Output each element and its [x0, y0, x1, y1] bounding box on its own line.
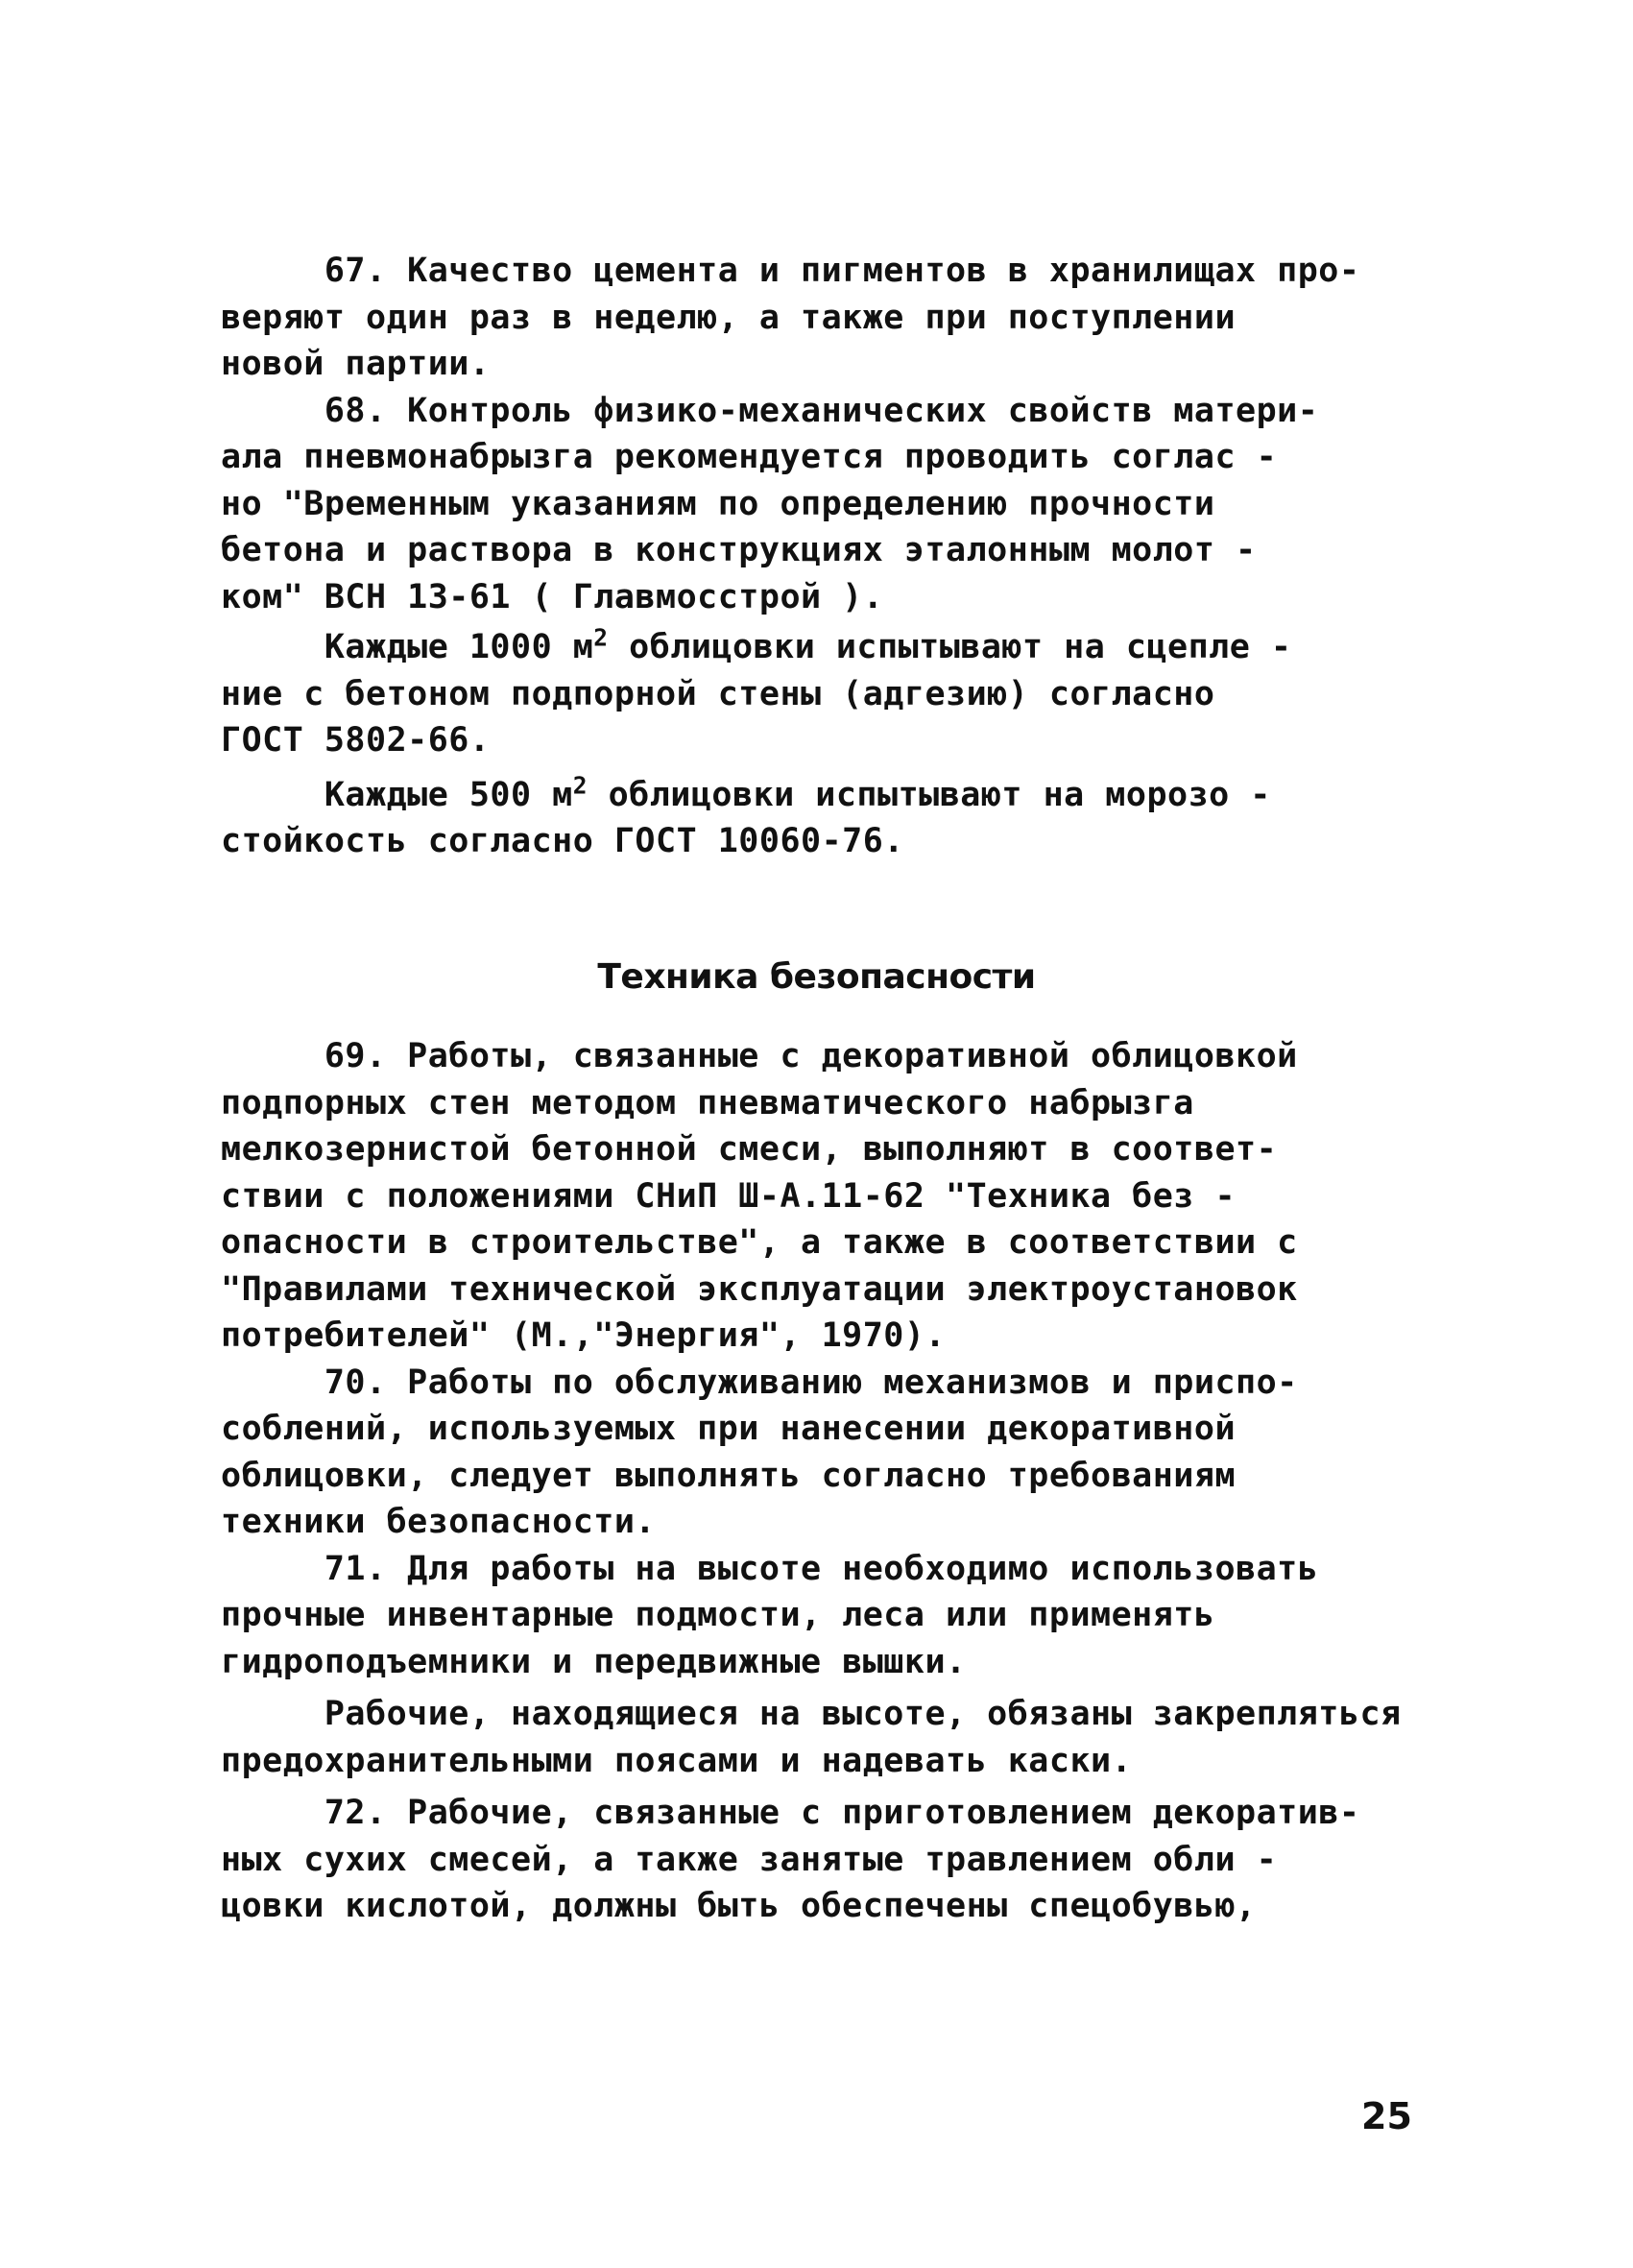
superscript: 2 — [593, 623, 609, 652]
text-line: облицовки, следует выполнять согласно требованиям — [221, 1456, 1237, 1495]
text-fragment: Каждые 500 м — [221, 775, 573, 814]
text-fragment: облицовки испытывают на сцепле - — [608, 628, 1292, 666]
text-line: подпорных стен методом пневматического набрызга — [221, 1083, 1194, 1122]
text-fragment: Каждые 1000 м — [221, 628, 594, 666]
text-fragment: облицовки испытывают на морозо - — [588, 775, 1271, 814]
text-line: ных сухих смесей, а также занятые травлением обли - — [221, 1840, 1278, 1879]
text-line: техники безопасности. — [221, 1503, 657, 1541]
page-number: 25 — [1361, 2095, 1412, 2137]
text-line: ГОСТ 5802-66. — [221, 721, 491, 760]
text-line: 72. Рабочие, связанные с приготовлением декоратив- — [221, 1794, 1360, 1832]
text-line: 70. Работы по обслуживанию механизмов и приспо- — [221, 1363, 1298, 1402]
text-line: гидроподъемники и передвижные вышки. — [221, 1642, 967, 1681]
text-line: ала пневмонабрызга рекомендуется проводить соглас - — [221, 438, 1278, 476]
text-line: "Правилами технической эксплуатации электроустановок — [221, 1269, 1298, 1309]
text-line-adhesion — [221, 624, 1411, 671]
text-line: бетона и раствора в конструкциях эталонным молот - — [221, 531, 1257, 569]
text-line: стойкость согласно ГОСТ 10060-76. — [221, 822, 904, 860]
text-line: 71. Для работы на высоте необходимо использовать — [221, 1549, 1319, 1588]
section-heading: Техника безопасности — [597, 957, 1036, 997]
text-line: предохранительными поясами и надевать каски. — [221, 1741, 1133, 1780]
text-line: ние с бетоном подпорной стены (адгезию) согласно — [221, 674, 1215, 713]
text-line: соблений, используемых при нанесении декоративной — [221, 1410, 1237, 1448]
text-block-safety — [221, 1033, 1411, 1930]
text-line: цовки кислотой, должны быть обеспечены спецобувью, — [221, 1887, 1257, 1925]
text-line: 68. Контроль физико-механических свойств матери- — [221, 391, 1319, 430]
text-line: ком" ВСН 13-61 ( Главмосстрой ). — [221, 577, 884, 616]
text-line: 67. Качество цемента и пигментов в хранилищах про- — [221, 252, 1360, 290]
text-line: ствии с положениями СНиП Ш-А.11-62 "Техника без - — [221, 1176, 1237, 1216]
text-line: но "Временным указаниям по определению прочности — [221, 484, 1215, 523]
text-line: Рабочие, находящиеся на высоте, обязаны закрепляться — [221, 1695, 1402, 1733]
text-block-quality-control — [221, 248, 1411, 865]
text-line: мелкозернистой бетонной смеси, выполняют в соответ- — [221, 1130, 1278, 1169]
text-line: веряют один раз в неделю, а также при поступлении — [221, 298, 1237, 337]
text-line: новой партии. — [221, 345, 491, 383]
text-line: 69. Работы, связанные с декоративной облицовкой — [221, 1037, 1298, 1075]
text-line: прочные инвентарные подмости, леса или применять — [221, 1596, 1215, 1634]
text-line: потребителей" (М.,"Энергия", 1970). — [221, 1316, 947, 1355]
text-line: опасности в строительстве", а также в соответствии с — [221, 1223, 1298, 1262]
superscript: 2 — [572, 770, 588, 799]
text-line-frost — [221, 772, 1411, 819]
